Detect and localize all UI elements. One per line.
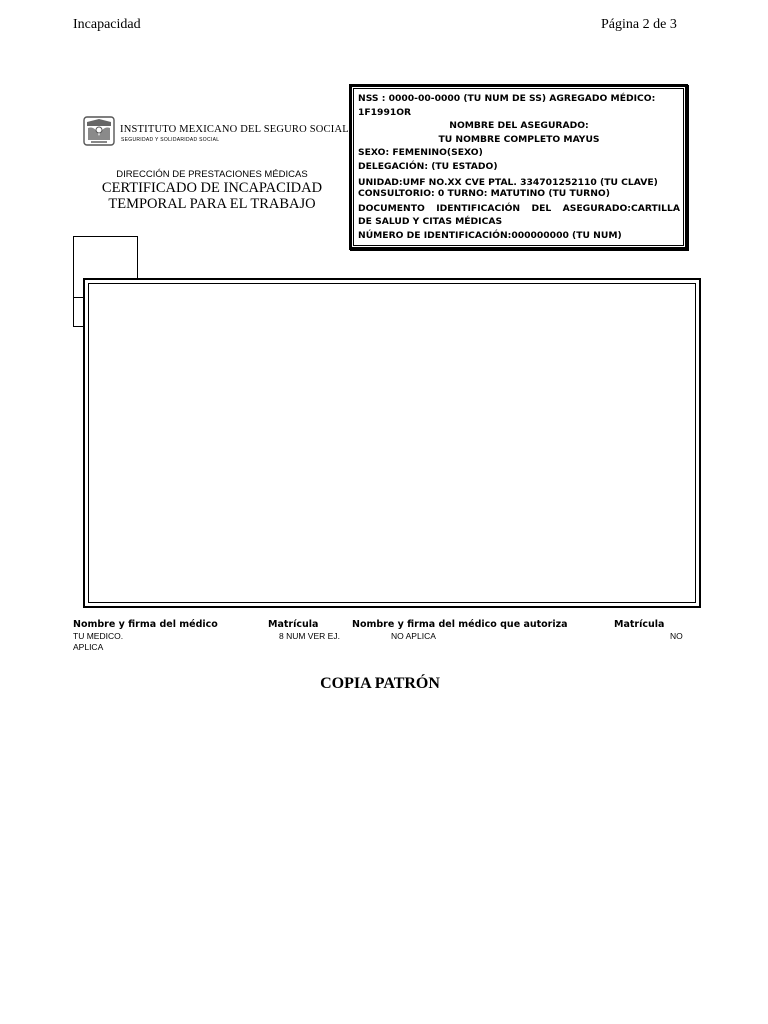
certificate-title-line1: CERTIFICADO DE INCAPACIDAD	[101, 180, 323, 196]
certificate-body-inner	[88, 283, 696, 603]
document-line	[358, 202, 680, 216]
header-page-number: Página 2 de 3	[601, 17, 677, 32]
logo-institution-name: INSTITUTO MEXICANO DEL SEGURO SOCIAL	[120, 124, 349, 135]
copy-label: COPIA PATRÓN	[320, 675, 440, 692]
logo-subtitle: SEGURIDAD Y SOLIDARIDAD SOCIAL	[121, 137, 220, 143]
license-value-2b: APLICA	[73, 642, 104, 652]
sex-line: SEXO: FEMENINO(SEXO)	[358, 147, 483, 159]
doc-word: ASEGURADO:CARTILLA	[562, 202, 680, 214]
document-line-2: DE SALUD Y CITAS MÉDICAS	[358, 216, 503, 228]
doc-word: IDENTIFICACIÓN	[436, 202, 521, 214]
imss-logo-icon	[83, 116, 115, 146]
license-label-2: Matrícula	[614, 619, 665, 630]
doc-word: DOCUMENTO	[358, 202, 425, 214]
certificate-body-frame	[83, 278, 701, 608]
office-line: CONSULTORIO: 0 TURNO: MATUTINO (TU TURNO)	[358, 187, 610, 199]
certificate-title-line2: TEMPORAL PARA EL TRABAJO	[108, 196, 316, 212]
doctor-name-value: TU MEDICO.	[73, 631, 124, 641]
id-number-line: NÚMERO DE IDENTIFICACIÓN:000000000 (TU NUM)	[358, 229, 622, 241]
doctor-signature-label: Nombre y firma del médico	[73, 619, 218, 630]
authorizing-doctor-value: NO APLICA	[391, 631, 436, 641]
insured-name-label: NOMBRE DEL ASEGURADO:	[449, 120, 589, 132]
unit-line: UNIDAD:UMF NO.XX CVE PTAL. 334701252110 (TU CLAVE)	[358, 176, 658, 188]
delegation-line: DELEGACIÓN: (TU ESTADO)	[358, 160, 498, 172]
license-value: 8 NUM VER EJ.	[279, 631, 340, 641]
authorizing-doctor-label: Nombre y firma del médico que autoriza	[352, 619, 568, 630]
license-label: Matrícula	[268, 619, 319, 630]
direction-title: DIRECCIÓN DE PRESTACIONES MÉDICAS	[116, 169, 308, 180]
header-left: Incapacidad	[73, 17, 141, 32]
certificate-title	[72, 180, 352, 212]
doc-word: DEL	[531, 202, 552, 214]
license-value-2a: NO	[670, 631, 683, 641]
nss-line: NSS : 0000-00-0000 (TU NUM DE SS) AGREGADO MÉDICO:	[358, 93, 656, 104]
agregado-medico: 1F1991OR	[358, 106, 412, 118]
insured-info-box	[349, 84, 688, 250]
insured-name: TU NOMBRE COMPLETO MAYUS	[438, 133, 600, 145]
